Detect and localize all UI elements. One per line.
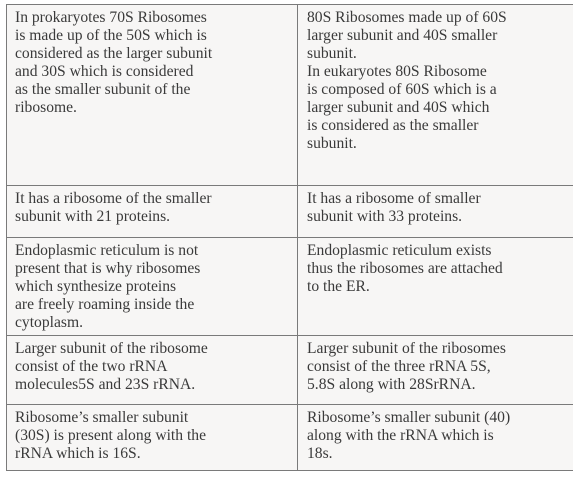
cell-text-line: consist of the two rRNA bbox=[15, 358, 168, 375]
cell-text-line: It has a ribosome of the smaller bbox=[15, 190, 212, 207]
cell-text-line: larger subunit and 40S which bbox=[307, 99, 490, 116]
table-row bbox=[7, 405, 573, 471]
eukaryote-cell bbox=[298, 238, 573, 336]
cell-text-line: 18s. bbox=[307, 445, 333, 462]
prokaryote-cell bbox=[7, 186, 298, 238]
cell-text-line: and 30S which is considered bbox=[15, 63, 194, 80]
cell-text-line: Larger subunit of the ribosomes bbox=[307, 340, 506, 357]
eukaryote-cell bbox=[298, 336, 573, 405]
prokaryote-cell bbox=[7, 336, 298, 405]
cell-text-line: considered as the larger subunit bbox=[15, 45, 213, 62]
table-row bbox=[7, 336, 573, 405]
cell-text-line: subunit with 21 proteins. bbox=[15, 208, 171, 225]
table-row bbox=[7, 238, 573, 336]
cell-text-line: as the smaller subunit of the bbox=[15, 81, 191, 98]
cell-text-line: is considered as the smaller bbox=[307, 117, 479, 134]
cell-text-line: 5.8S along with 28SrRNA. bbox=[307, 376, 476, 393]
cell-text-line: ribosome. bbox=[15, 99, 77, 116]
table-row bbox=[7, 5, 573, 186]
cell-text-line: In prokaryotes 70S Ribosomes bbox=[15, 9, 207, 26]
prokaryote-cell bbox=[7, 5, 298, 186]
cell-text-line: Ribosome’s smaller subunit (40) bbox=[307, 409, 511, 426]
cell-text-line: Endoplasmic reticulum is not bbox=[15, 242, 199, 259]
cell-text-line: present that is why ribosomes bbox=[15, 260, 201, 277]
comparison-table bbox=[6, 4, 573, 471]
cell-text-line: subunit with 33 proteins. bbox=[307, 208, 463, 225]
eukaryote-cell bbox=[298, 5, 573, 186]
prokaryote-cell bbox=[7, 238, 298, 336]
cell-text-line: It has a ribosome of smaller bbox=[307, 190, 481, 207]
eukaryote-cell bbox=[298, 186, 573, 238]
cell-text-line: larger subunit and 40S smaller bbox=[307, 27, 498, 44]
cell-text-line: are freely roaming inside the bbox=[15, 296, 195, 313]
cell-text-line: molecules5S and 23S rRNA. bbox=[15, 376, 196, 393]
cell-text-line: subunit. bbox=[307, 135, 357, 152]
cell-text-line: cytoplasm. bbox=[15, 314, 83, 331]
cell-text-line: along with the rRNA which is bbox=[307, 427, 494, 444]
comparison-table-container bbox=[6, 4, 567, 471]
cell-text-line: is made up of the 50S which is bbox=[15, 27, 207, 44]
prokaryote-cell bbox=[7, 405, 298, 471]
cell-text-line: Ribosome’s smaller subunit bbox=[15, 409, 189, 426]
table-row bbox=[7, 186, 573, 238]
cell-text-line: subunit. bbox=[307, 45, 357, 62]
eukaryote-cell bbox=[298, 405, 573, 471]
cell-text-line: to the ER. bbox=[307, 278, 370, 295]
cell-text-line: 80S Ribosomes made up of 60S bbox=[307, 9, 507, 26]
cell-text-line: thus the ribosomes are attached bbox=[307, 260, 503, 277]
cell-text-line: which synthesize proteins bbox=[15, 278, 177, 295]
cell-text-line: (30S) is present along with the bbox=[15, 427, 206, 444]
cell-text-line: Endoplasmic reticulum exists bbox=[307, 242, 492, 259]
cell-text-line: consist of the three rRNA 5S, bbox=[307, 358, 491, 375]
cell-text-line: is composed of 60S which is a bbox=[307, 81, 497, 98]
cell-text-line: rRNA which is 16S. bbox=[15, 445, 141, 462]
cell-text-line: Larger subunit of the ribosome bbox=[15, 340, 208, 357]
cell-text-line: In eukaryotes 80S Ribosome bbox=[307, 63, 487, 80]
